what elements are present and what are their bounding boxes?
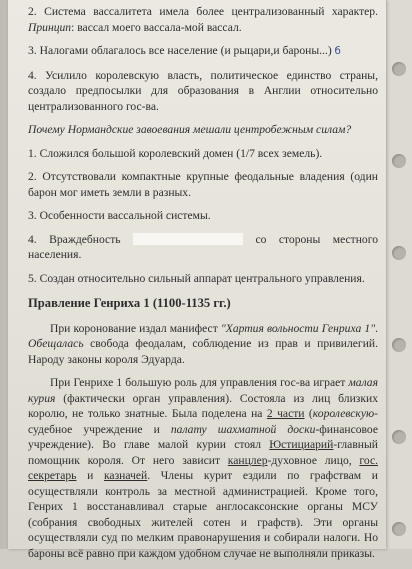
curia-text: (фактически орган управления). Состояла из лиц близких королю, не только знатные. Была поделена на (28, 391, 378, 420)
section-question: Почему Нормандские завоевания мешали центробежным силам? (28, 123, 352, 136)
principle-label: Принцип (28, 20, 72, 34)
handwritten-mark: б (334, 46, 341, 57)
charter-title: "Хартия вольности Генриха 1" (220, 321, 376, 335)
royal-court-term: королевскую- (312, 407, 379, 420)
answer-item: 3. Особенности вассальной системы. (28, 209, 211, 222)
coronation-text: . (375, 321, 378, 335)
curia-text: . Члены курит ездили по графствам и осуществляли контроль за местной администрацией. Кроме того, Генрих 1 восстанавливал старые англосаксонские органы МСУ (собрания свободных жителей сотен и графств). Эти органы осуществляли суд по мелким правонарушения и собирали налоги. Но бароны всё равно при каждом удобном случае не выполняли приказы. (28, 469, 378, 560)
curia-text: -главный помощник короля. От него зависит (28, 438, 378, 467)
paragraph-coronation (28, 321, 378, 368)
chancellor-term: канцлер (227, 453, 268, 467)
curia-text: ( (304, 407, 313, 420)
printed-sheet (8, 0, 386, 560)
curia-text: При Генрихе 1 большую роль для управления гос-ва играет (50, 376, 349, 389)
curia-text: судебное учреждение и (28, 422, 171, 436)
item-3-text: 3. Налогами облагалось все население (и рыцари,и бароны...) (28, 44, 332, 57)
highlight-gap (133, 233, 243, 245)
answer-4-start: 4. Враждебность (28, 232, 121, 246)
list-item (28, 43, 378, 60)
answer-item: 5. Создан относительно сильный аппарат центрального управления. (28, 271, 365, 285)
paragraph-curia (28, 375, 378, 561)
binder-hole (392, 246, 406, 260)
binder-hole (392, 522, 406, 536)
binder-hole (392, 338, 406, 352)
curia-text: -духовное лицо, (267, 453, 360, 467)
answer-item: 2. Отсутствовали компактные крупные феодальные владения (один барон мог иметь земли в разных. (28, 170, 378, 199)
justiciar-term: Юстициарий (269, 438, 334, 451)
item-4-text: 4. Усилило королевскую власть, политическое единство страны, создало предпосылки для образования в Англии относительно централизованного гос-ва. (28, 68, 378, 113)
small-curia-term: малая курия (28, 376, 378, 405)
list-item (28, 4, 378, 35)
secretary-term: гос. секретарь (28, 453, 378, 482)
coronation-text: свобода феодалам, соблюдение из прав и привилегий. Народу законы короля Эдуарда. (28, 337, 378, 366)
item-2-text: 2. Система вассалитета имела более централизованный характер. (28, 5, 378, 18)
two-parts-term: 2 части (266, 407, 305, 420)
curia-text: -финансовое учреждение). Во главе малой курии стоял (28, 422, 378, 451)
coronation-text: При коронование издал манифест (50, 321, 221, 335)
principle-text: : вассал моего вассала-мой вассал. (71, 20, 242, 34)
section-heading: Правление Генриха 1 (1100-1135 гг.) (28, 296, 231, 310)
binder-hole (392, 154, 406, 168)
binder-hole (392, 430, 406, 444)
document-text (28, 4, 378, 569)
treasurer-term: казначей (103, 469, 148, 482)
list-item (28, 68, 378, 115)
binder-hole (392, 62, 406, 76)
answer-item: 1. Сложился большой королевский домен (1/7 всех земель). (28, 146, 323, 160)
exchequer-term: палату шахматной доски (170, 422, 316, 436)
answer-4-end: со стороны местного населения. (28, 232, 378, 261)
promised-word: Обещалась (28, 337, 84, 350)
curia-text: и (76, 469, 104, 482)
answer-item (28, 232, 378, 263)
